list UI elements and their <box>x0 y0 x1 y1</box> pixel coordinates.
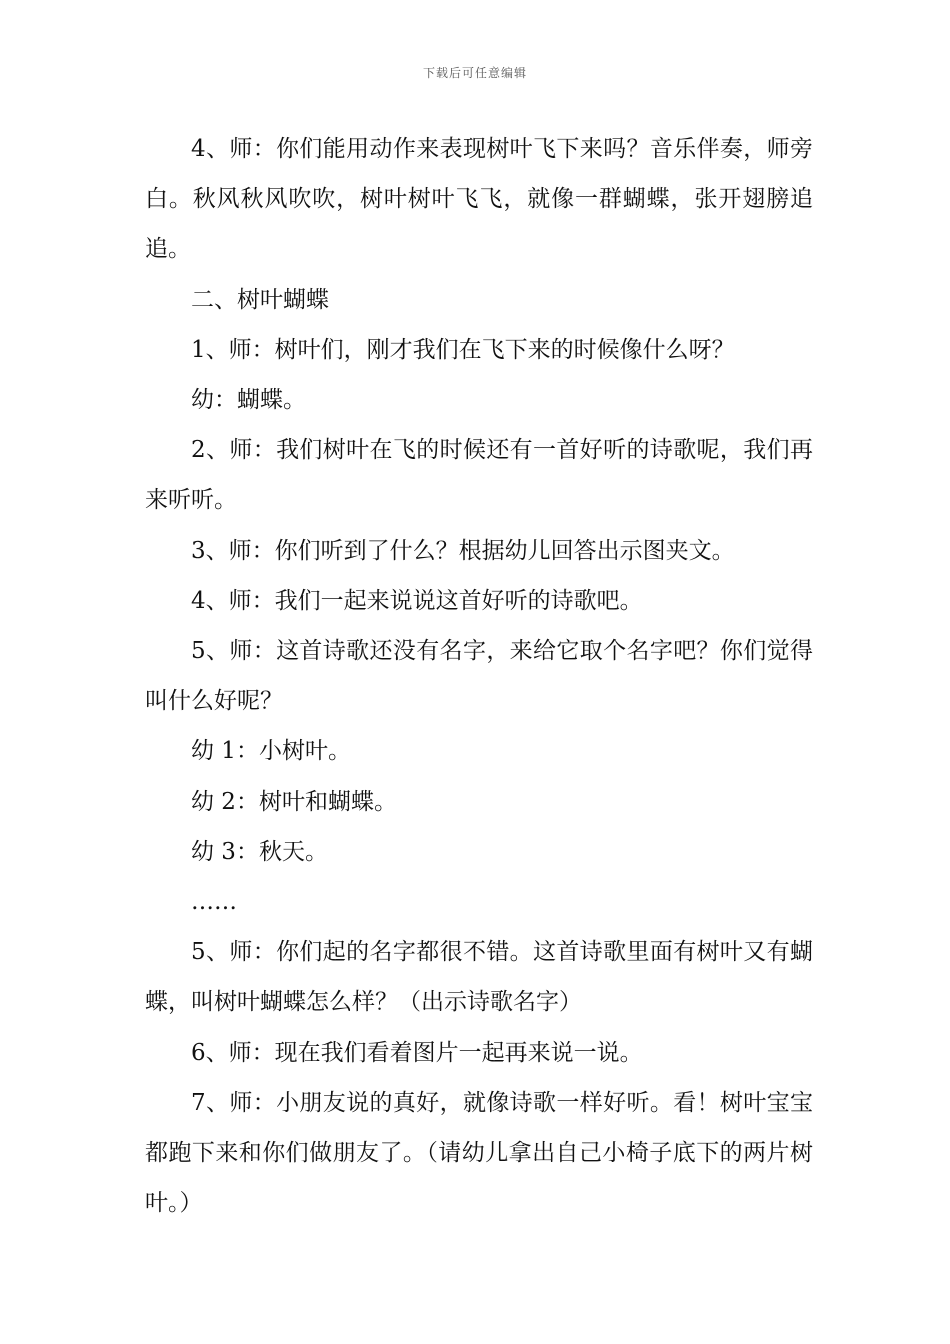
page-header: 下载后可任意编辑 <box>422 66 527 80</box>
paragraph-child-3: 幼 3：秋天。 <box>191 838 328 865</box>
paragraph-step-6: 6、师：现在我们看着图片一起再来说一说。 <box>191 1039 643 1066</box>
paragraph-step-3: 3、师：你们听到了什么？根据幼儿回答出示图夹文。 <box>191 537 735 564</box>
paragraph-child-answer: 幼：蝴蝶。 <box>191 387 306 414</box>
paragraph-ellipsis: …… <box>191 889 237 916</box>
paragraph-step-2: 2、师：我们树叶在飞的时候还有一首好听的诗歌呢，我们再来听听。 <box>145 437 813 514</box>
paragraph-step-1: 1、师：树叶们，刚才我们在飞下来的时候像什么呀？ <box>191 336 735 363</box>
paragraph-step-7: 7、师：小朋友说的真好，就像诗歌一样好听。看！树叶宝宝都跑下来和你们做朋友了。（请幼儿拿出自己小椅子底下的两片树叶。） <box>145 1089 813 1217</box>
paragraph-step-4: 4、师：我们一起来说说这首好听的诗歌吧。 <box>191 587 643 614</box>
section-heading: 二、树叶蝴蝶 <box>191 286 329 313</box>
document-body <box>145 124 813 1228</box>
paragraph-child-2: 幼 2：树叶和蝴蝶。 <box>191 788 397 815</box>
paragraph-child-1: 幼 1：小树叶。 <box>191 738 351 765</box>
paragraph-step-4-actions: 4、师：你们能用动作来表现树叶飞下来吗？音乐伴奏，师旁白。秋风秋风吹吹，树叶树叶飞飞，就像一群蝴蝶，张开翅膀追追。 <box>145 136 813 263</box>
paragraph-step-5-question: 5、师：这首诗歌还没有名字，来给它取个名字吧？你们觉得叫什么好呢？ <box>145 638 813 715</box>
paragraph-step-5-naming: 5、师：你们起的名字都很不错。这首诗歌里面有树叶又有蝴蝶，叫树叶蝴蝶怎么样？（出示诗歌名字） <box>145 939 813 1016</box>
